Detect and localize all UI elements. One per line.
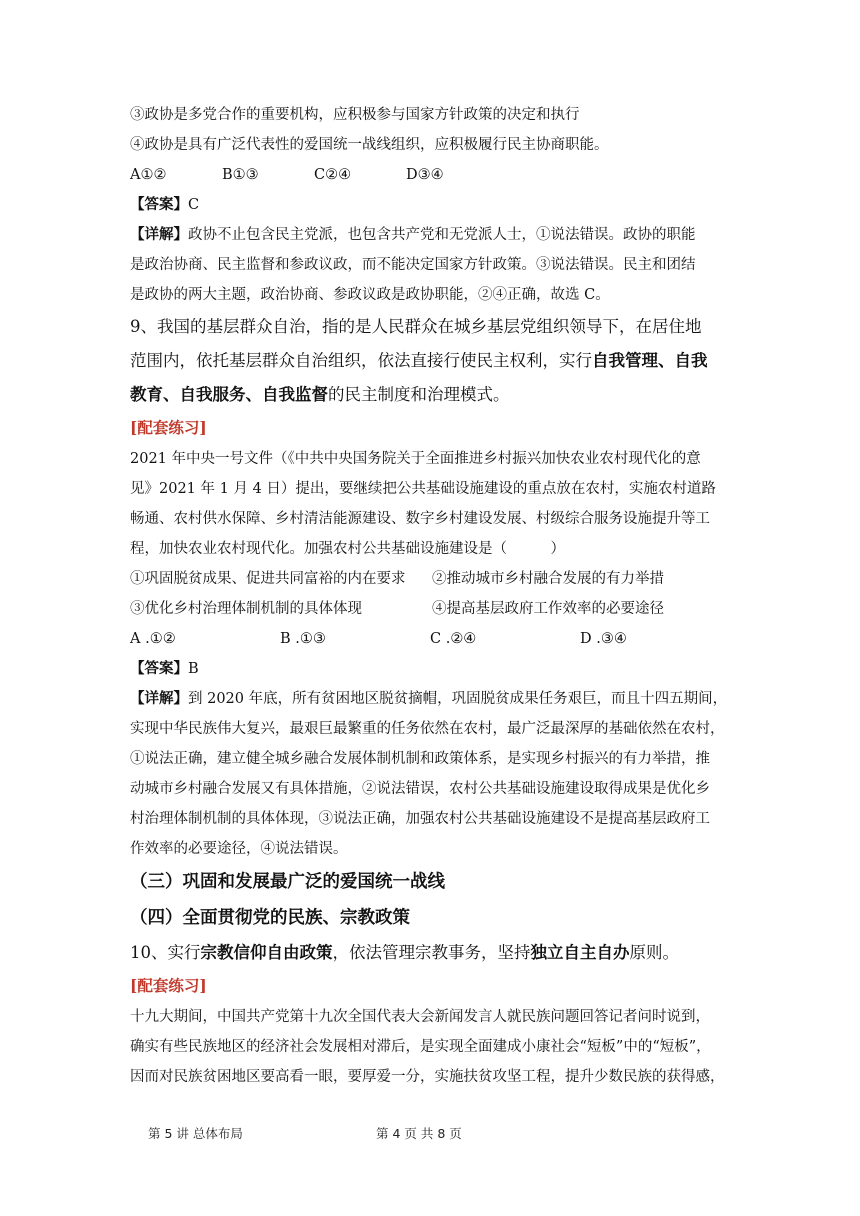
explanation-line: ①说法正确，建立健全城乡融合发展体制机制和政策体系，是实现乡村振兴的有力举措，推 bbox=[130, 751, 710, 767]
point-9: 9、我国的基层群众自治，指的是人民群众在城乡基层党组织领导下，在居住地 bbox=[130, 317, 702, 336]
choice-3: ③优化乡村治理体制机制的具体体现 bbox=[130, 601, 362, 617]
point-10-text: 原则。 bbox=[629, 943, 679, 962]
point-10-emphasis: 宗教信仰自由政策 bbox=[200, 943, 333, 962]
explanation-text: 到 2020 年底，所有贫困地区脱贫摘帽，巩固脱贫成果任务艰巨，而且十四五期间， bbox=[188, 691, 728, 707]
answer-options bbox=[130, 624, 730, 654]
choice-4: ④政协是具有广泛代表性的爱国统一战线组织，应积极履行民主协商职能。 bbox=[130, 137, 609, 153]
explanation-text: 政协不止包含民主党派，也包含共产党和无党派人士，①说法错误。政协的职能 bbox=[188, 227, 696, 243]
question-text: 畅通、农村供水保障、乡村清洁能源建设、数字乡村建设发展、村级综合服务设施提升等工 bbox=[130, 511, 710, 527]
section-heading-4: （四）全面贯彻党的民族、宗教政策 bbox=[130, 908, 410, 928]
point-9-text: 的民主制度和治理模式。 bbox=[328, 385, 510, 404]
explanation-line: 实现中华民族伟大复兴，最艰巨最繁重的任务依然在农村，最广泛最深厚的基础依然在农村， bbox=[130, 721, 725, 737]
option-c: C .②④ bbox=[430, 631, 477, 647]
option-c: C②④ bbox=[314, 167, 352, 183]
footer-lecture: 第 5 讲 总体布局 bbox=[148, 1126, 243, 1141]
question-text: 十九大期间，中国共产党第十九次全国代表大会新闻发言人就民族问题回答记者问时说到， bbox=[130, 1009, 710, 1025]
question-text: 程，加快农业农村现代化。加强农村公共基础设施建设是（ ） bbox=[130, 541, 565, 557]
explanation-line: 作效率的必要途径，④说法错误。 bbox=[130, 841, 348, 857]
option-a: A①② bbox=[130, 167, 167, 183]
question-choices bbox=[130, 594, 730, 624]
footer-page-number: 第 4 页 共 8 页 bbox=[376, 1126, 462, 1141]
answer-value: C bbox=[188, 197, 200, 213]
explanation-line: 动城市乡村融合发展又有具体措施，②说法错误，农村公共基础设施建设取得成果是优化乡 bbox=[130, 781, 710, 797]
option-a: A .①② bbox=[130, 631, 176, 647]
choice-3: ③政协是多党合作的重要机构，应积极参与国家方针政策的决定和执行 bbox=[130, 107, 580, 123]
point-10 bbox=[130, 936, 730, 970]
answer-line bbox=[130, 654, 730, 684]
choice-1: ①巩固脱贫成果、促进共同富裕的内在要求 bbox=[130, 571, 406, 587]
point-10-text: 10、实行 bbox=[130, 943, 201, 962]
point-9-text: 范围内，依托基层群众自治组织，依法直接行使民主权利，实行 bbox=[130, 351, 592, 370]
practice-heading: [配套练习] bbox=[130, 418, 207, 437]
point-9 bbox=[130, 344, 730, 378]
point-10-emphasis: 独立自主自办 bbox=[530, 943, 630, 962]
option-b: B①③ bbox=[222, 167, 259, 183]
point-9-emphasis: 教育、自我服务、自我监督 bbox=[130, 385, 328, 404]
option-d: D③④ bbox=[406, 167, 444, 183]
section-heading-3: （三）巩固和发展最广泛的爱国统一战线 bbox=[130, 872, 445, 892]
question-choices bbox=[130, 564, 730, 594]
option-b: B .①③ bbox=[280, 631, 326, 647]
question-text: 确实有些民族地区的经济社会发展相对滞后，是实现全面建成小康社会“短板”中的“短板”， bbox=[130, 1039, 711, 1055]
point-9-emphasis: 自我管理、自我 bbox=[592, 351, 708, 370]
answer-tag: 【答案】 bbox=[130, 660, 188, 677]
page-content bbox=[130, 100, 730, 1092]
question-text: 2021 年中央一号文件（《中共中央国务院关于全面推进乡村振兴加快农业农村现代化的意 bbox=[130, 451, 701, 467]
explanation-line: 村治理体制机制的具体体现，③说法正确，加强农村公共基础设施建设不是提高基层政府工 bbox=[130, 811, 710, 827]
question-text: 因而对民族贫困地区要高看一眼，要厚爱一分，实施扶贫攻坚工程，提升少数民族的获得感， bbox=[130, 1069, 725, 1085]
explanation-tag: 【详解】 bbox=[130, 690, 188, 707]
point-10-text: ，依法管理宗教事务，坚持 bbox=[332, 943, 531, 962]
answer-line bbox=[130, 190, 730, 220]
answer-value: B bbox=[188, 661, 199, 677]
explanation-line: 是政治协商、民主监督和参政议政，而不能决定国家方针政策。③说法错误。民主和团结 bbox=[130, 257, 696, 273]
explanation-line bbox=[130, 220, 730, 250]
option-d: D .③④ bbox=[580, 631, 627, 647]
explanation-line: 是政协的两大主题，政治协商、参政议政是政协职能，②④正确，故选 C。 bbox=[130, 287, 610, 303]
choice-2: ②推动城市乡村融合发展的有力举措 bbox=[432, 571, 664, 587]
choice-4: ④提高基层政府工作效率的必要途径 bbox=[432, 601, 664, 617]
answer-tag: 【答案】 bbox=[130, 196, 188, 213]
explanation-tag: 【详解】 bbox=[130, 226, 188, 243]
question-text: 见》2021 年 1 月 4 日）提出，要继续把公共基础设施建设的重点放在农村，实施农村道路 bbox=[130, 481, 716, 497]
practice-heading: [配套练习] bbox=[130, 976, 207, 995]
point-9 bbox=[130, 378, 730, 412]
answer-options bbox=[130, 160, 730, 190]
explanation-line bbox=[130, 684, 730, 714]
